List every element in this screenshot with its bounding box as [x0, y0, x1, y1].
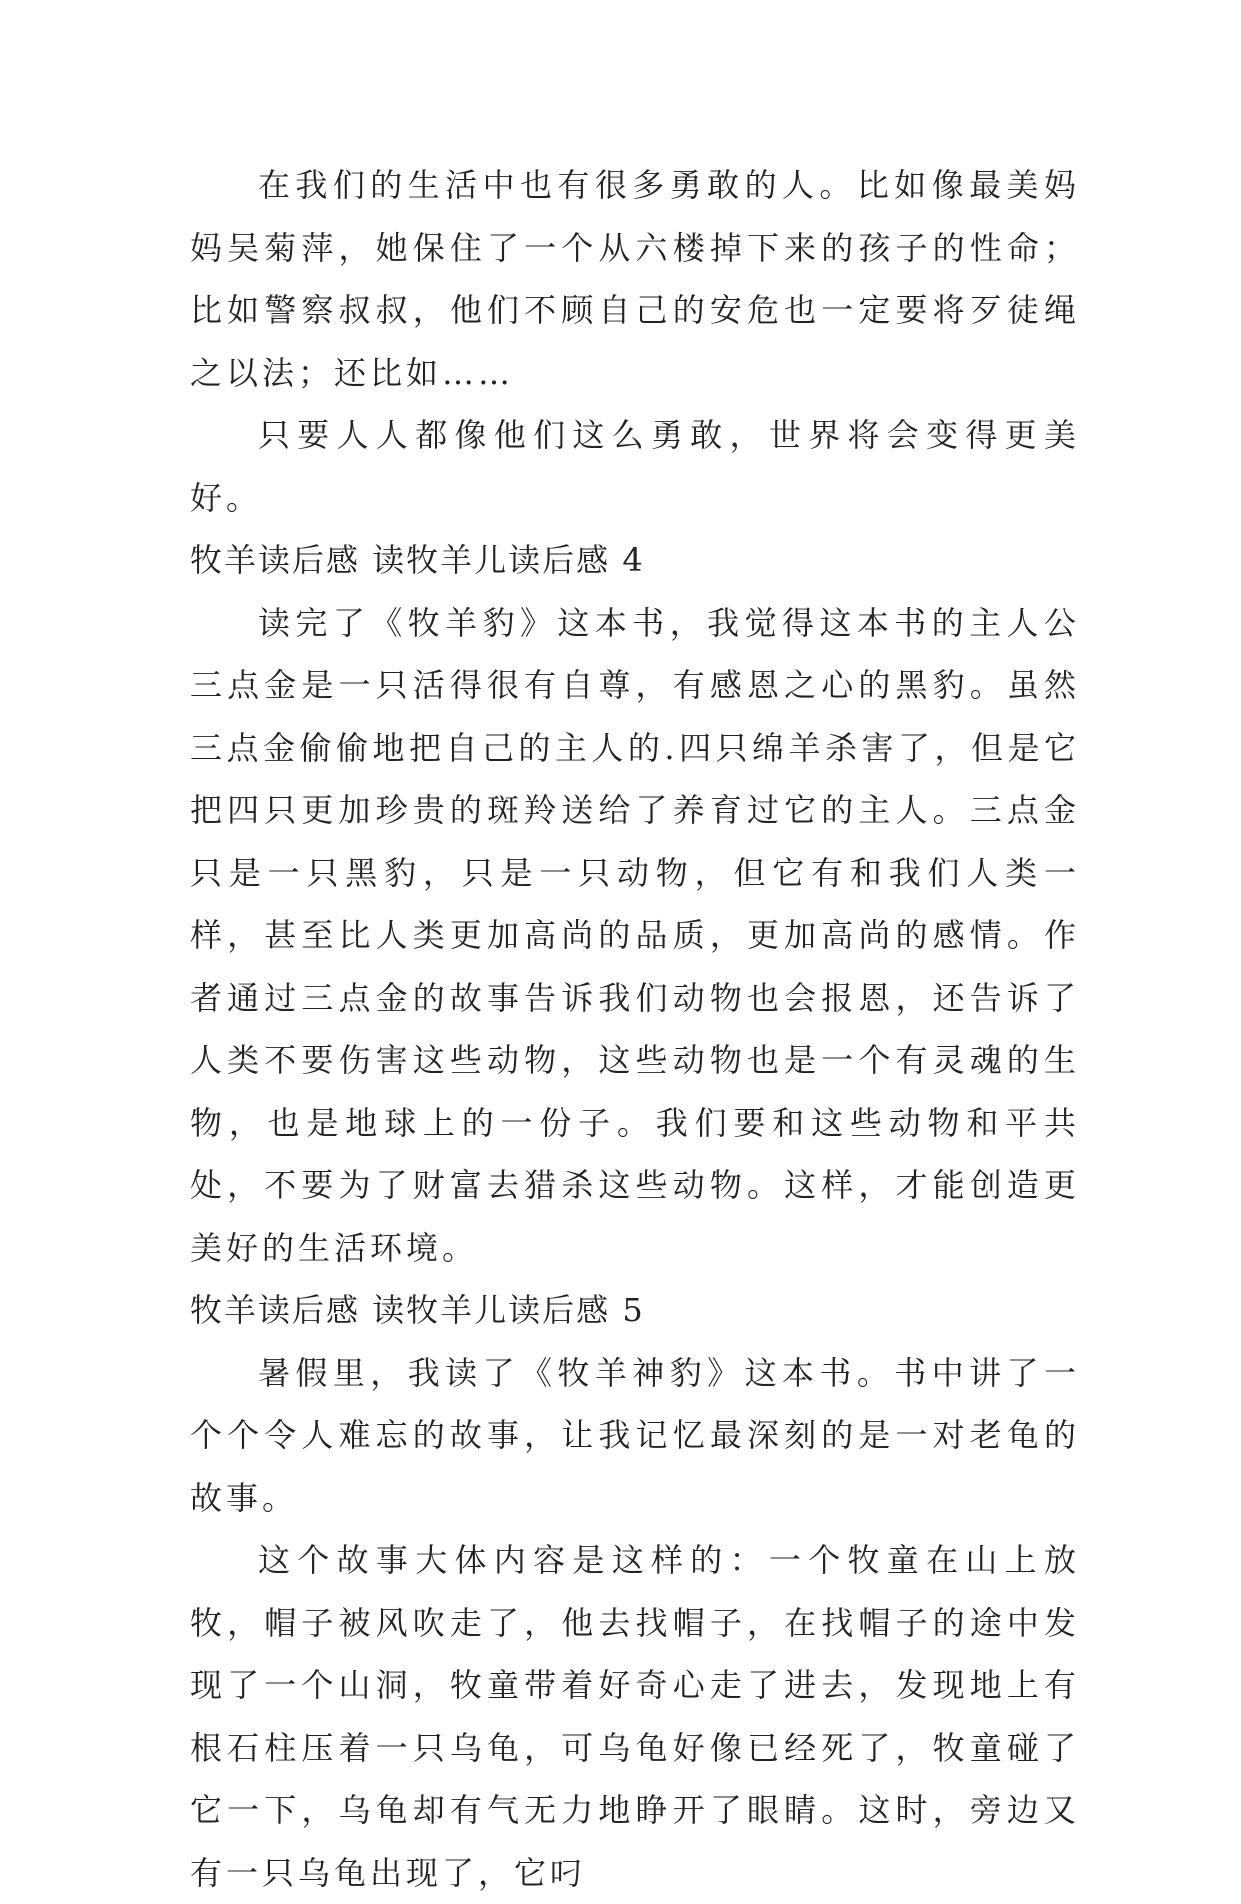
paragraph-summer-reading: 暑假里，我读了《牧羊神豹》这本书。书中讲了一个个令人难忘的故事，让我记忆最深刻的是一对老龟的故事。: [190, 1353, 1080, 1517]
paragraph-old-turtle-story: 这个故事大体内容是这样的：一个牧童在山上放牧，帽子被风吹走了，他去找帽子，在找帽子的途中发现了一个山洞，牧童带着好奇心走了进去，发现地上有根石柱压着一只乌龟，可乌龟好像已经死了，牧童碰了它一下，乌龟却有气无力地睁开了眼睛。这时，旁边又有一只乌龟出现了，它叼: [190, 1541, 1080, 1892]
paragraph-better-world: 只要人人都像他们这么勇敢，世界将会变得更美好。: [190, 416, 1080, 517]
section-heading-5: 牧羊读后感 读牧羊儿读后感 5: [190, 1291, 645, 1329]
paragraph-brave-people: 在我们的生活中也有很多勇敢的人。比如像最美妈妈吴菊萍，她保住了一个从六楼掉下来的孩子的性命；比如警察叔叔，他们不顾自己的安危也一定要将歹徒绳之以法；还比如……: [190, 166, 1080, 392]
document-body: [190, 154, 1080, 1904]
section-heading-4: 牧羊读后感 读牧羊儿读后感 4: [190, 541, 645, 579]
paragraph-three-point-gold: 读完了《牧羊豹》这本书，我觉得这本书的主人公三点金是一只活得很有自尊，有感恩之心的黑豹。虽然三点金偷偷地把自己的主人的.四只绵羊杀害了，但是它把四只更加珍贵的斑羚送给了养育过它的主人。三点金只是一只黑豹，只是一只动物，但它有和我们人类一样，甚至比人类更加高尚的品质，更加高尚的感情。作者通过三点金的故事告诉我们动物也会报恩，还告诉了人类不要伤害这些动物，这些动物也是一个有灵魂的生物，也是地球上的一份子。我们要和这些动物和平共处，不要为了财富去猎杀这些动物。这样，才能创造更美好的生活环境。: [190, 603, 1080, 1267]
